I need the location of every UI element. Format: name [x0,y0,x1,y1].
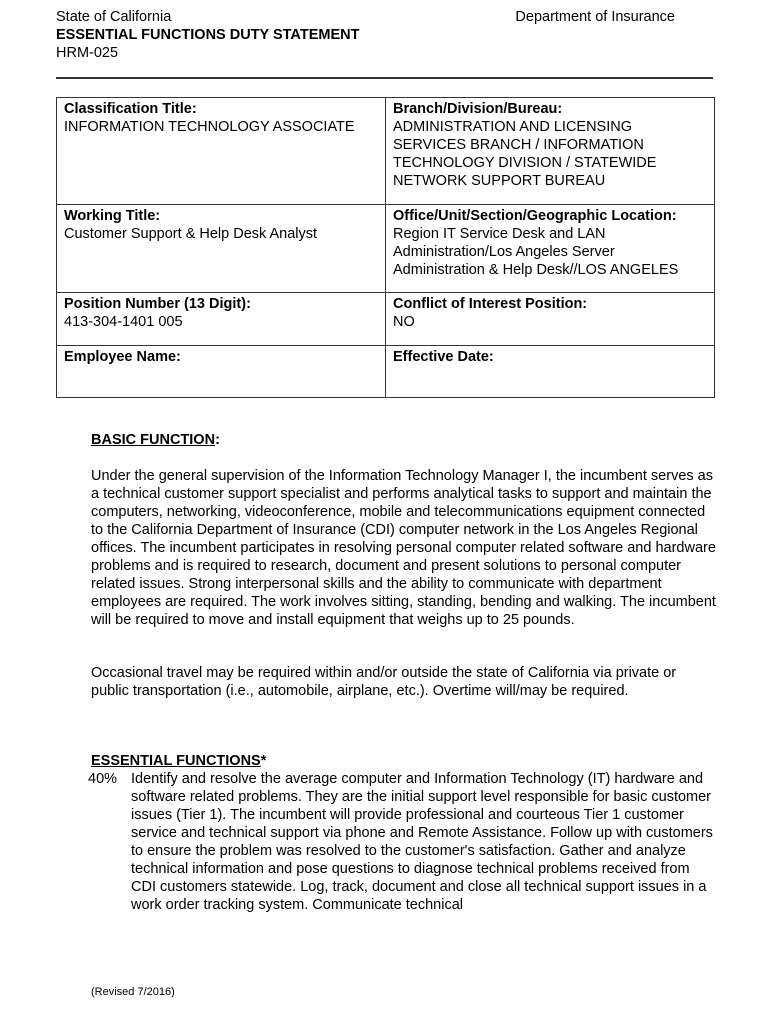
basic-function-paragraph: Under the general supervision of the Information Technology Manager I, the incumbent serves as a technical customer support specialist and performs analytical tasks to support and maintain the computers, networking, videoconference, mobile and telecommunications equipment connected to the California Department of Insurance (CDI) computer network in the Los Angeles Regional offices. The incumbent participates in resolving personal computer related software and hardware problems and is required to research, document and present solutions to personal computer related issues. Strong interpersonal skills and the ability to communicate with department employees are required. The work involves sitting, standing, bending and walking. The incumbent will be required to move and install equipment that weighs up to 25 pounds. [91,468,716,628]
classification-cell [57,98,386,205]
essential-functions-heading: ESSENTIAL FUNCTIONS* [91,753,267,769]
office-label: Office/Unit/Section/Geographic Location: [393,208,677,224]
position-number-cell [57,293,386,346]
position-number-label: Position Number (13 Digit): [64,296,251,312]
effective-date-label: Effective Date: [393,349,494,365]
duty-text: Identify and resolve the average computer and Information Technology (IT) hardware and software related problems. They are the initial support level responsible for basic customer issues (Tier 1). The incumbent will provide professional and courteous Tier 1 customer service and technical support via phone and Remote Assistance. Follow up with customers to ensure the problem was resolved to the customer's satisfaction. Gather and analyze technical information and pose questions to diagnose technical problems received from CDI customers statewide. Log, track, document and close all technical support issues in a work order tracking system. Communicate technical [131,771,713,913]
conflict-label: Conflict of Interest Position: [393,296,588,312]
duty-percent: 40% [88,771,118,787]
document-header [56,8,359,62]
branch-cell [386,98,715,205]
classification-value: INFORMATION TECHNOLOGY ASSOCIATE [64,119,355,135]
duty-item [88,770,716,914]
position-info-table [56,97,715,398]
classification-label: Classification Title: [64,101,197,117]
conflict-cell [386,293,715,346]
agency-name: State of California [56,9,172,25]
branch-value: ADMINISTRATION AND LICENSING SERVICES BRANCH / INFORMATION TECHNOLOGY DIVISION / STATEWIDE NETWORK SUPPORT BUREAU [393,119,657,189]
department-name: Department of Insurance [515,9,675,25]
employee-name-cell [57,346,386,398]
working-title-value: Customer Support & Help Desk Analyst [64,226,318,242]
office-value: Region IT Service Desk and LAN Administration/Los Angeles Server Administration & Help Desk//LOS ANGELES [393,226,679,278]
employee-name-label: Employee Name: [64,349,181,365]
document-title: ESSENTIAL FUNCTIONS DUTY STATEMENT [56,27,360,43]
header-divider [56,77,713,79]
branch-label: Branch/Division/Bureau: [393,101,563,117]
basic-function-heading: BASIC FUNCTION: [91,432,220,448]
position-number-value: 413-304-1401 005 [64,314,183,330]
working-title-label: Working Title: [64,208,161,224]
office-cell [386,205,715,293]
travel-paragraph: Occasional travel may be required within and/or outside the state of California via private or public transportation (i.e., automobile, airplane, etc.). Overtime will/may be required. [91,665,677,699]
conflict-value: NO [393,314,415,330]
effective-date-cell [386,346,715,398]
basic-function-section [91,431,716,700]
revision-note: (Revised 7/2016) [91,986,175,998]
form-number: HRM-025 [56,45,119,61]
working-title-cell [57,205,386,293]
